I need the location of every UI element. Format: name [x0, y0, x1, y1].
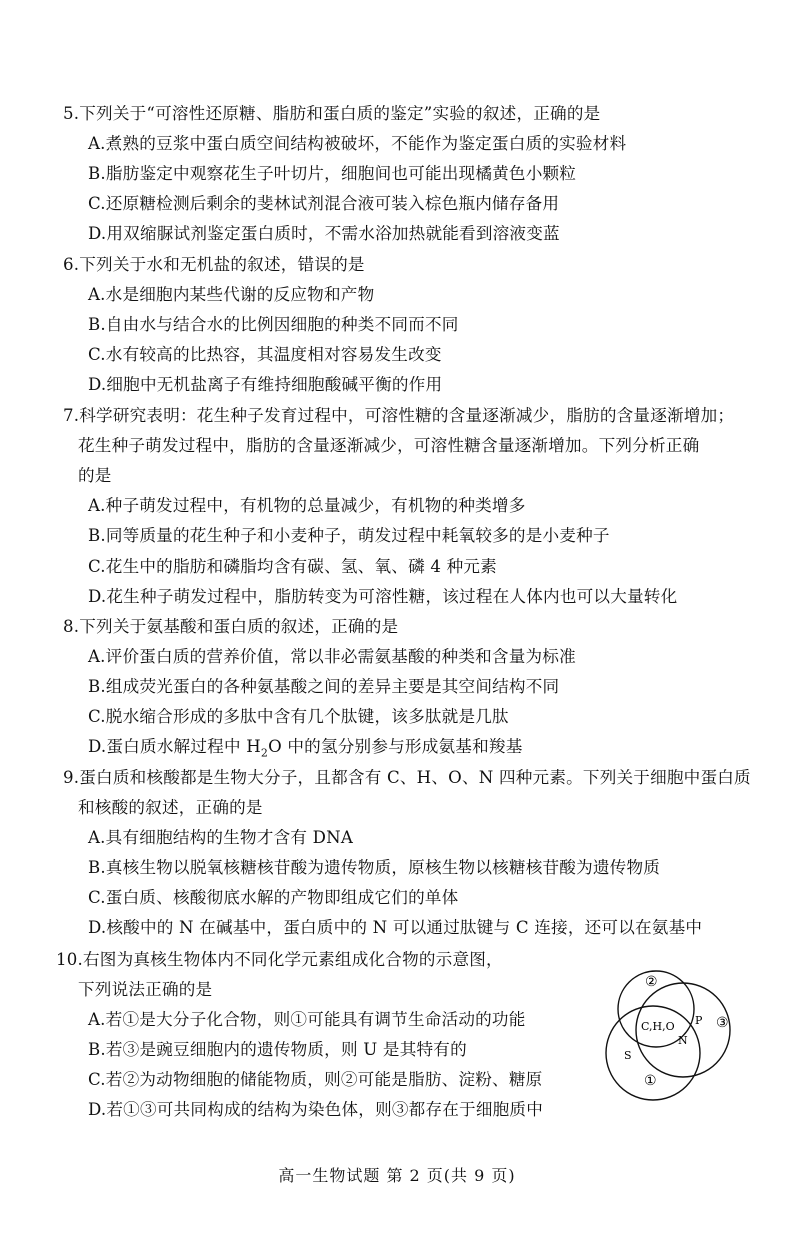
q5-option-d: D.用双缩脲试剂鉴定蛋白质时，不需水浴加热就能看到溶液变蓝	[88, 224, 560, 243]
q6-option-b: B.自由水与结合水的比例因细胞的种类不同而不同	[88, 315, 459, 334]
q6-option-a: A.水是细胞内某些代谢的反应物和产物	[88, 285, 375, 304]
q8-option-d-subscript: 2	[260, 746, 269, 760]
q7-stem-line2: 花生种子萌发过程中，脂肪的含量逐渐减少，可溶性糖含量逐渐增加。下列分析正确	[78, 436, 700, 455]
q8-stem: 8.下列关于氨基酸和蛋白质的叙述，正确的是	[63, 617, 399, 636]
q6-option-c: C.水有较高的比热容，其温度相对容易发生改变	[88, 345, 442, 364]
q7-option-b: B.同等质量的花生种子和小麦种子，萌发过程中耗氧较多的是小麦种子	[88, 526, 610, 545]
q8-option-a: A.评价蛋白质的营养价值，常以非必需氨基酸的种类和含量为标准	[88, 647, 576, 666]
q9-stem-line2: 和核酸的叙述，正确的是	[78, 798, 263, 817]
q9-option-b: B.真核生物以脱氧核糖核苷酸为遗传物质，原核生物以核糖核苷酸为遗传物质	[88, 858, 661, 877]
q7-stem-line1: 7.科学研究表明：花生种子发育过程中，可溶性糖的含量逐渐减少，脂肪的含量逐渐增加；	[63, 406, 735, 425]
q7-stem-line3: 的是	[78, 466, 112, 485]
q5-option-a: A.煮熟的豆浆中蛋白质空间结构被破坏，不能作为鉴定蛋白质的实验材料	[88, 134, 627, 153]
q5-stem: 5.下列关于“可溶性还原糖、脂肪和蛋白质的鉴定”实验的叙述，正确的是	[63, 104, 601, 123]
q10-option-d: D.若①③可共同构成的结构为染色体，则③都存在于细胞质中	[88, 1100, 544, 1119]
q6-option-d: D.细胞中无机盐离子有维持细胞酸碱平衡的作用	[88, 375, 443, 394]
q7-option-a: A.种子萌发过程中，有机物的总量减少，有机物的种类增多	[88, 496, 526, 515]
q10-option-b: B.若③是豌豆细胞内的遗传物质，则 U 是其特有的	[88, 1040, 467, 1059]
label-3: ③	[716, 1015, 729, 1031]
q9-stem-line1: 9.蛋白质和核酸都是生物大分子，且都含有 C、H、O、N 四种元素。下列关于细胞中蛋白质	[63, 768, 751, 787]
q9-option-d: D.核酸中的 N 在碱基中，蛋白质中的 N 可以通过肽键与 C 连接，还可以在氨基中	[88, 918, 703, 937]
q6-stem: 6.下列关于水和无机盐的叙述，错误的是	[63, 255, 365, 274]
q8-option-b: B.组成荧光蛋白的各种氨基酸之间的差异主要是其空间结构不同	[88, 677, 560, 696]
q7-option-d: D.花生种子萌发过程中，脂肪转变为可溶性糖，该过程在人体内也可以大量转化	[88, 587, 678, 606]
q10-stem-line1: 10.右图为真核生物体内不同化学元素组成化合物的示意图，	[56, 950, 503, 969]
label-1: ①	[644, 1073, 657, 1089]
q9-option-c: C.蛋白质、核酸彻底水解的产物即组成它们的单体	[88, 888, 459, 907]
page-footer: 高一生物试题 第 2 页(共 9 页)	[278, 1166, 516, 1185]
q10-stem-line2: 下列说法正确的是	[78, 980, 213, 999]
q7-option-c: C.花生中的脂肪和磷脂均含有碳、氢、氧、磷 4 种元素	[88, 557, 497, 576]
label-p: P	[695, 1014, 703, 1027]
q8-option-c: C.脱水缩合形成的多肽中含有几个肽键，该多肽就是几肽	[88, 707, 509, 726]
q5-option-c: C.还原糖检测后剩余的斐林试剂混合液可装入棕色瓶内储存备用	[88, 194, 560, 213]
q8-option-d-post: O 中的氢分别参与形成氨基和羧基	[268, 737, 523, 756]
label-2: ②	[645, 974, 658, 990]
label-n: N	[678, 1034, 688, 1047]
element-venn-diagram	[598, 963, 748, 1113]
label-s: S	[624, 1049, 632, 1062]
label-center-chno: C,H,O	[641, 1020, 675, 1033]
q5-option-b: B.脂肪鉴定中观察花生子叶切片，细胞间也可能出现橘黄色小颗粒	[88, 164, 577, 183]
q8-option-d-pre: D.蛋白质水解过程中 H	[88, 737, 261, 756]
q9-option-a: A.具有细胞结构的生物才含有 DNA	[88, 828, 354, 847]
q10-option-c: C.若②为动物细胞的储能物质，则②可能是脂肪、淀粉、糖原	[88, 1070, 543, 1089]
q10-option-a: A.若①是大分子化合物，则①可能具有调节生命活动的功能	[88, 1010, 526, 1029]
q8-option-d	[88, 736, 522, 764]
